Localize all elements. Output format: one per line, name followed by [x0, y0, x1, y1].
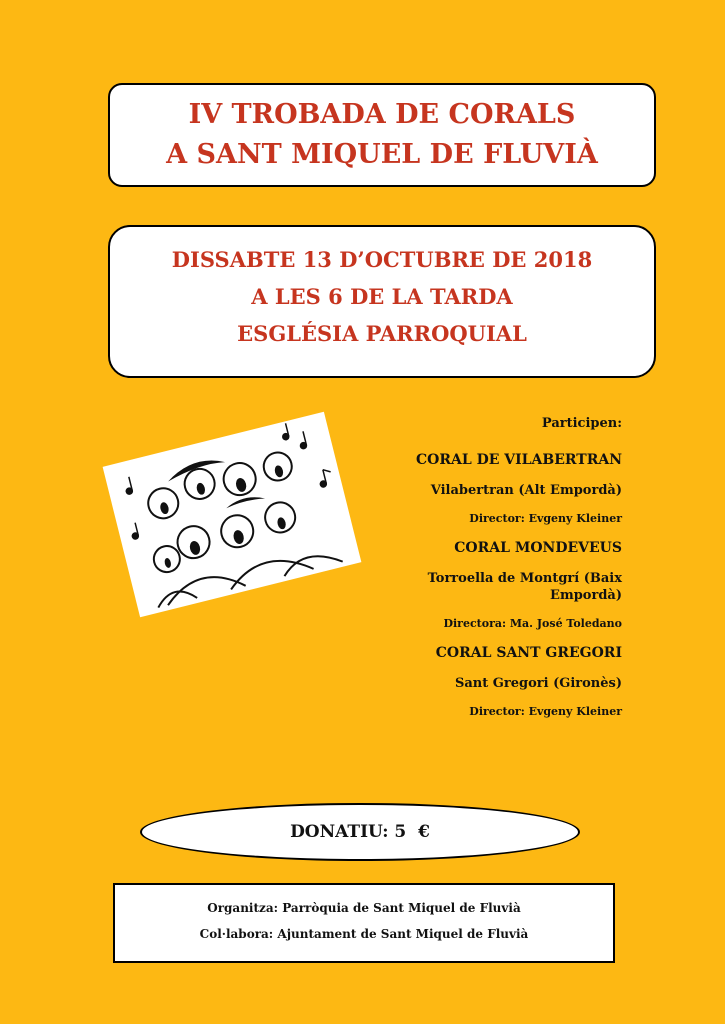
choir-place: Torroella de Montgrí (Baix Empordà): [427, 571, 622, 603]
participants-label: Participen:: [541, 416, 622, 431]
choir-name: CORAL MONDEVEUS: [454, 540, 622, 556]
event-date: DISSABTE 13 D’OCTUBRE DE 2018: [171, 247, 593, 272]
event-details-box: [108, 225, 656, 378]
choir-director: Director: Evgeny Kleiner: [469, 705, 622, 718]
title-box: [108, 83, 656, 187]
event-venue: ESGLÉSIA PARROQUIAL: [237, 321, 527, 346]
collaborator-line: Col·labora: Ajuntament de Sant Miquel de Fluvià: [199, 927, 529, 941]
choir-place: Vilabertran (Alt Empordà): [430, 483, 622, 498]
choir-drawing: [103, 412, 362, 618]
title-line-1: IV TROBADA DE CORALS: [188, 99, 576, 130]
credits-box: [113, 883, 615, 963]
choir-director: Director: Evgeny Kleiner: [469, 512, 622, 525]
choir-name: CORAL DE VILABERTRAN: [416, 452, 622, 468]
singing-choir-illustration: [103, 412, 362, 618]
donation-ellipse: [140, 803, 580, 861]
choir-director: Directora: Ma. José Toledano: [443, 617, 622, 630]
donation-label: DONATIU: 5 €: [290, 822, 430, 842]
choir-name: CORAL SANT GREGORI: [435, 645, 622, 661]
title-line-2: A SANT MIQUEL DE FLUVIÀ: [166, 139, 598, 170]
participants-list: [370, 416, 622, 732]
organizer-line: Organitza: Parròquia de Sant Miquel de Fluvià: [207, 901, 521, 915]
choir-place: Sant Gregori (Gironès): [455, 676, 622, 691]
event-time: A LES 6 DE LA TARDA: [251, 284, 513, 309]
